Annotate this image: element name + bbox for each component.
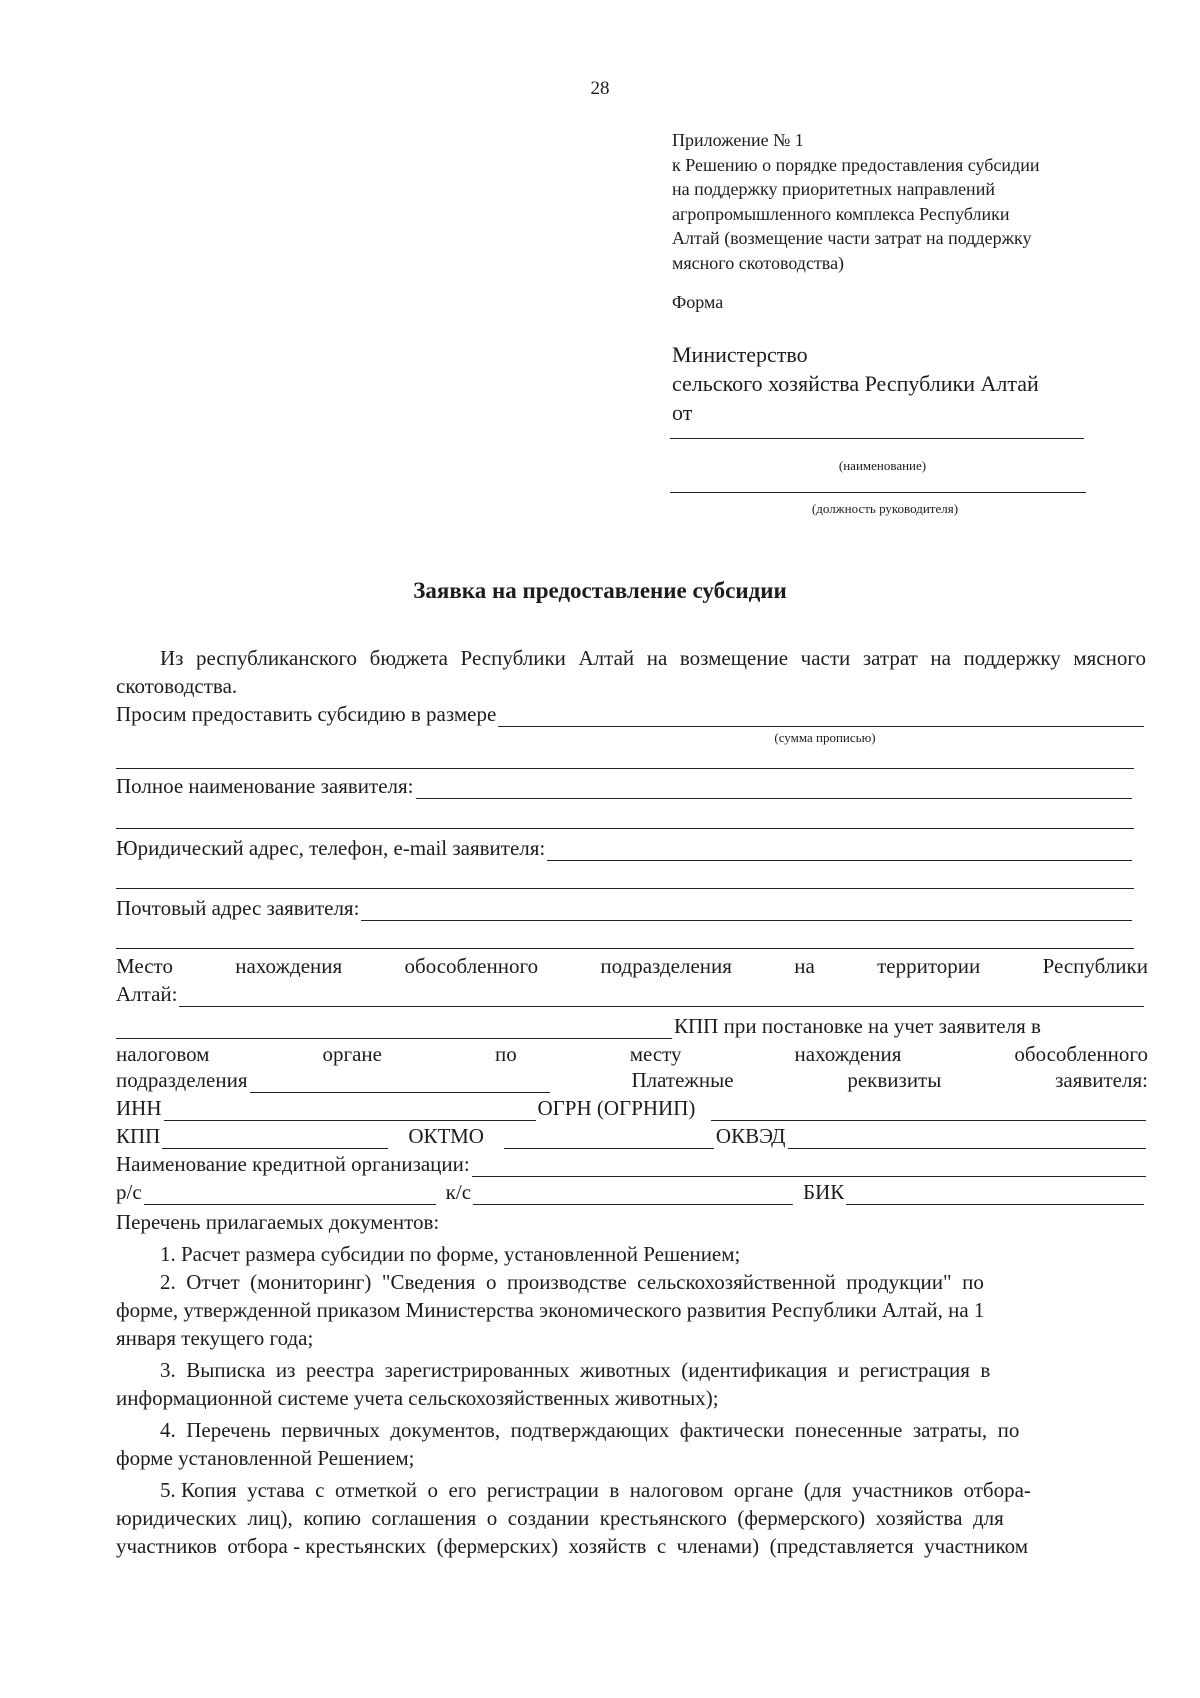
location-word: территории <box>877 954 981 978</box>
full-name-continuation-line[interactable] <box>116 828 1134 829</box>
applicant-name-line[interactable] <box>670 438 1084 439</box>
appendix-header <box>672 128 1039 275</box>
payment-word: реквизиты <box>847 1068 942 1092</box>
kpp-intro-row <box>116 1014 1148 1039</box>
document-item: января текущего года; <box>116 1326 314 1350</box>
intro-paragraph <box>116 644 1146 700</box>
kpp-intro-label <box>674 1014 1148 1039</box>
location-word: Место <box>116 954 173 978</box>
document-item: форме установленной Решением; <box>116 1446 415 1470</box>
subsidy-amount-field[interactable] <box>498 709 1144 727</box>
appendix-line: агропромышленного комплекса Республики <box>672 203 1010 224</box>
document-item: 2. Отчет (мониторинг) "Сведения о производстве сельскохозяйственной продукции" по <box>160 1270 984 1294</box>
location-word: подразделения <box>600 954 732 978</box>
kpp-word: налоговом <box>116 1042 210 1066</box>
caption-name: (наименование) <box>838 458 927 473</box>
inn-field[interactable] <box>164 1103 536 1121</box>
document-item: 3. Выписка из реестра зарегистрированных животных (идентификация и регистрация в <box>160 1358 991 1382</box>
postal-address-field[interactable] <box>361 903 1132 921</box>
amount-continuation-line[interactable] <box>116 768 1134 769</box>
appendix-line: к Решению о порядке предоставления субсидии <box>672 154 1040 175</box>
legal-address-row <box>116 836 1134 861</box>
addressee-line: Министерство <box>672 342 808 367</box>
appendix-line: Алтай (возмещение части затрат на поддержку <box>672 228 1032 248</box>
full-name-row <box>116 774 1134 799</box>
ks-label: к/с <box>445 1180 472 1204</box>
document-item: 4. Перечень первичных документов, подтверждающих фактически понесенные затраты, по <box>160 1418 1020 1442</box>
document-item: информационной системе учета сельскохозяйственных животных); <box>116 1386 719 1410</box>
appendix-line: мясного скотоводства) <box>672 252 845 273</box>
kpp-word: обособленного <box>1014 1042 1148 1066</box>
okved-field[interactable] <box>788 1131 1146 1149</box>
oktmo-label: ОКТМО <box>408 1124 484 1148</box>
full-name-label: Полное наименование заявителя: <box>116 774 414 798</box>
addressee-line: от <box>672 400 693 425</box>
bik-label: БИК <box>803 1180 845 1204</box>
form-label: Форма <box>672 292 724 312</box>
kpp-field[interactable] <box>162 1131 388 1149</box>
location-continuation-field[interactable] <box>116 1021 672 1039</box>
location-word: нахождения <box>235 954 343 978</box>
appendix-line: на поддержку приоритетных направлений <box>672 179 995 199</box>
inn-ogrn-row <box>116 1096 1148 1121</box>
ogrn-field[interactable] <box>711 1103 1146 1121</box>
okved-label: ОКВЭД <box>715 1124 786 1148</box>
subdivision-kpp-field[interactable] <box>250 1075 550 1093</box>
bank-name-label: Наименование кредитной организации: <box>116 1152 470 1176</box>
legal-address-label: Юридический адрес, телефон, e-mail заявителя: <box>116 836 546 860</box>
inn-label: ИНН <box>116 1096 162 1120</box>
location-end-label: Алтай: <box>116 982 178 1006</box>
document-title: Заявка на предоставление субсидии <box>413 578 787 603</box>
kpp-intro-text: КПП при постановке на учет заявителя в <box>674 1014 1041 1038</box>
addressee-block <box>672 340 1039 427</box>
page-number: 28 <box>590 78 610 99</box>
kpp-oktmo-okved-row <box>116 1124 1148 1149</box>
bik-field[interactable] <box>846 1187 1144 1205</box>
payment-word: Платежные <box>631 1068 734 1092</box>
kpp-words-row <box>116 1042 1148 1067</box>
subdivision-label: подразделения <box>116 1068 248 1092</box>
sum-caption: (сумма прописью) <box>774 730 876 745</box>
request-label: Просим предоставить субсидию в размере <box>116 702 497 726</box>
head-position-line[interactable] <box>670 492 1086 493</box>
location-row <box>116 954 1148 979</box>
ogrn-label: ОГРН (ОГРНИП) <box>537 1096 696 1120</box>
accounts-row <box>116 1180 1146 1205</box>
legal-address-continuation-line[interactable] <box>116 888 1134 889</box>
kpp-word: органе <box>322 1042 382 1066</box>
addressee-line: сельского хозяйства Республики Алтай <box>672 371 1039 396</box>
document-item: юридических лиц), копию соглашения о создании крестьянского (фермерского) хозяйства для <box>116 1506 1004 1530</box>
oktmo-field[interactable] <box>504 1131 714 1149</box>
payment-word: заявителя: <box>1055 1068 1148 1092</box>
intro-text: Из республиканского бюджета Республики Алтай на возмещение части затрат на поддержку мясного скотоводства. <box>116 646 1146 698</box>
payment-details-label <box>632 1068 1149 1093</box>
rs-field[interactable] <box>144 1187 436 1205</box>
caption-position: (должность руководителя) <box>811 501 959 516</box>
location-word: на <box>794 954 815 978</box>
kpp-word: нахождения <box>794 1042 902 1066</box>
location-word: обособленного <box>404 954 539 978</box>
document-item: форме, утвержденной приказом Министерства экономического развития Республики Алтай, на 1 <box>116 1298 985 1322</box>
bank-row <box>116 1152 1148 1177</box>
full-name-field[interactable] <box>416 781 1133 799</box>
kpp-word: по <box>494 1042 517 1066</box>
subdivision-row <box>116 1068 1148 1093</box>
document-item: участников отбора - крестьянских (фермерских) хозяйств с членами) (представляется участником <box>116 1534 1029 1558</box>
documents-heading: Перечень прилагаемых документов: <box>116 1210 440 1234</box>
document-item: 1. Расчет размера субсидии по форме, установленной Решением; <box>160 1242 741 1266</box>
postal-address-row <box>116 896 1134 921</box>
document-item: 5. Копия устава с отметкой о его регистрации в налоговом органе (для участников отбора- <box>160 1478 1031 1502</box>
rs-label: р/с <box>116 1180 142 1204</box>
postal-address-label: Почтовый адрес заявителя: <box>116 896 360 920</box>
location-altai-row <box>116 982 1146 1007</box>
appendix-line: Приложение № 1 <box>672 130 804 150</box>
kpp-word: месту <box>629 1042 682 1066</box>
location-word: Республики <box>1042 954 1148 978</box>
legal-address-field[interactable] <box>547 843 1132 861</box>
kpp-label: КПП <box>116 1124 161 1148</box>
ks-field[interactable] <box>473 1187 793 1205</box>
location-field[interactable] <box>179 989 1144 1007</box>
bank-name-field[interactable] <box>472 1159 1146 1177</box>
postal-address-continuation-line[interactable] <box>116 948 1134 949</box>
request-row <box>116 702 1146 727</box>
